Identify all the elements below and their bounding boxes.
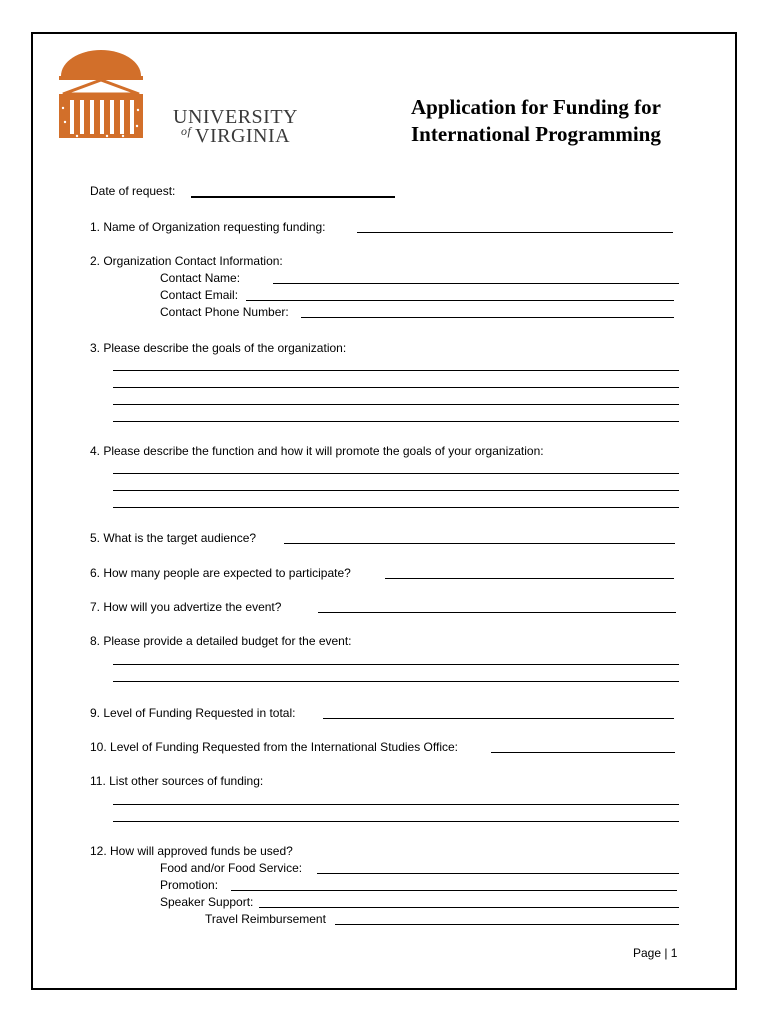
page-title (411, 94, 731, 148)
rotunda-logo-icon (57, 48, 145, 140)
q1-label: 1. Name of Organization requesting funding: (90, 220, 326, 234)
q3-label: 3. Please describe the goals of the organization: (90, 341, 347, 355)
q10-field[interactable] (491, 752, 675, 753)
q3-field-line[interactable] (113, 421, 679, 422)
q2-label: 2. Organization Contact Information: (90, 254, 283, 268)
wordmark-university: UNIVERSITY (173, 106, 298, 128)
q7-label: 7. How will you advertize the event? (90, 600, 282, 614)
q2-contact-name-field[interactable] (273, 283, 679, 284)
form-page (31, 32, 737, 990)
q2-contact-email-label: Contact Email: (160, 288, 239, 302)
q12-food-label: Food and/or Food Service: (160, 861, 303, 875)
q12-travel-field[interactable] (335, 924, 679, 925)
q4-field-line[interactable] (113, 473, 679, 474)
q12-promotion-field[interactable] (231, 890, 677, 891)
q7-field[interactable] (318, 612, 676, 613)
title-line-2: International Programming (411, 122, 661, 146)
q3-field-line[interactable] (113, 370, 679, 371)
q6-field[interactable] (385, 578, 674, 579)
q10-label: 10. Level of Funding Requested from the International Studies Office: (90, 740, 459, 754)
q11-label: 11. List other sources of funding: (90, 774, 264, 788)
q8-field-line[interactable] (113, 664, 679, 665)
q12-food-field[interactable] (317, 873, 679, 874)
q8-label: 8. Please provide a detailed budget for the event: (90, 634, 352, 648)
q9-field[interactable] (323, 718, 674, 719)
wordmark-virginia: VIRGINIA (195, 125, 291, 147)
page-number: Page | 1 (633, 946, 678, 960)
q11-field-line[interactable] (113, 804, 679, 805)
q2-contact-phone-label: Contact Phone Number: (160, 305, 289, 319)
wordmark-of: of (181, 124, 192, 138)
q5-label: 5. What is the target audience? (90, 531, 257, 545)
q9-label: 9. Level of Funding Requested in total: (90, 706, 296, 720)
q12-speaker-field[interactable] (259, 907, 679, 908)
q4-field-line[interactable] (113, 507, 679, 508)
date-label: Date of request: (90, 184, 176, 198)
q12-promotion-label: Promotion: (160, 878, 219, 892)
q1-field[interactable] (357, 232, 673, 233)
q12-travel-label: Travel Reimbursement (205, 912, 326, 926)
q4-label: 4. Please describe the function and how it will promote the goals of your organization: (90, 444, 544, 458)
q12-label: 12. How will approved funds be used? (90, 844, 293, 858)
title-line-1: Application for Funding for (411, 95, 661, 119)
q3-field-line[interactable] (113, 404, 679, 405)
q2-contact-phone-field[interactable] (301, 317, 674, 318)
q11-field-line[interactable] (113, 821, 679, 822)
q5-field[interactable] (284, 543, 675, 544)
q6-label: 6. How many people are expected to participate? (90, 566, 351, 580)
date-field[interactable] (191, 196, 395, 198)
q12-speaker-label: Speaker Support: (160, 895, 254, 909)
q3-field-line[interactable] (113, 387, 679, 388)
q8-field-line[interactable] (113, 681, 679, 682)
q2-contact-email-field[interactable] (246, 300, 674, 301)
q2-contact-name-label: Contact Name: (160, 271, 241, 285)
q4-field-line[interactable] (113, 490, 679, 491)
